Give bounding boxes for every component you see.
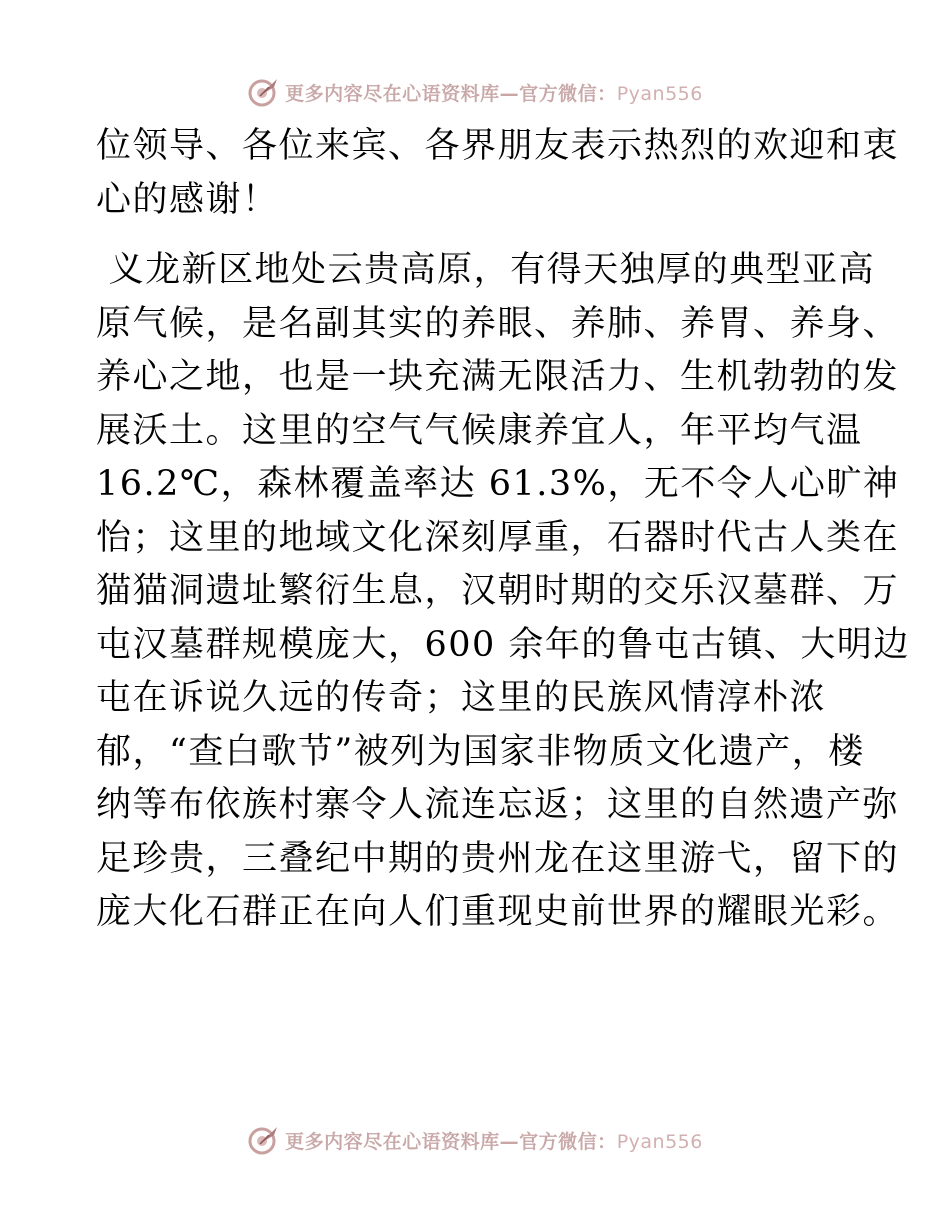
document-body (96, 120, 910, 940)
text-line: 16.2℃，森林覆盖率达 61.3%，无不令人心旷神 (96, 464, 900, 504)
text-line: 屯在诉说久远的传奇；这里的民族风情淳朴浓 (96, 678, 827, 718)
header-banner (0, 70, 950, 114)
text-line: 怡；这里的地域文化深刻厚重，石器时代古人类在 (96, 517, 900, 558)
text-line: 展沃土。这里的空气气候康养宜人，年平均气温 (96, 410, 863, 451)
text-line: 纳等布依族村寨令人流连忘返；这里的自然遗产弥 (96, 785, 900, 825)
wechat-id: Pyan556 (616, 1130, 703, 1153)
text-line: 位领导、各位来宾、各界朋友表示热烈的欢迎和衷 (96, 126, 900, 166)
paragraph-1 (96, 120, 900, 227)
quill-logo-icon (247, 75, 281, 109)
quill-logo-icon (247, 1123, 281, 1157)
text-line: 原气候，是名副其实的养眼、养肺、养胃、养身、 (96, 303, 900, 344)
footer-banner (0, 1118, 950, 1162)
official-label: 官方微信： (519, 82, 617, 105)
brand-text: 更多内容尽在心语资料库 (285, 82, 500, 105)
footer-banner-text (285, 1127, 703, 1154)
text-line: 猫猫洞遗址繁衍生息，汉朝时期的交乐汉墓群、万 (96, 571, 900, 611)
paragraph-2 (96, 244, 910, 940)
text-line: 郁，“查白歌节”被列为国家非物质文化遗产，楼 (96, 731, 865, 772)
header-banner-text (285, 79, 703, 106)
text-line: 庞大化石群正在向人们重现史前世界的耀眼光彩。 (96, 892, 900, 932)
banner-separator: — (499, 1130, 520, 1153)
text-line: 心的感谢！ (96, 179, 279, 220)
brand-text: 更多内容尽在心语资料库 (285, 1130, 500, 1153)
banner-separator: — (499, 82, 520, 105)
text-line: 义龙新区地处云贵高原，有得天独厚的典型亚高 (96, 250, 876, 290)
official-label: 官方微信： (519, 1130, 617, 1153)
text-line: 屯汉墓群规模庞大，600 余年的鲁屯古镇、大明边 (96, 624, 910, 665)
text-line: 养心之地，也是一块充满无限活力、生机勃勃的发 (96, 357, 900, 397)
wechat-id: Pyan556 (616, 82, 703, 105)
text-line: 足珍贵，三叠纪中期的贵州龙在这里游弋，留下的 (96, 838, 900, 879)
